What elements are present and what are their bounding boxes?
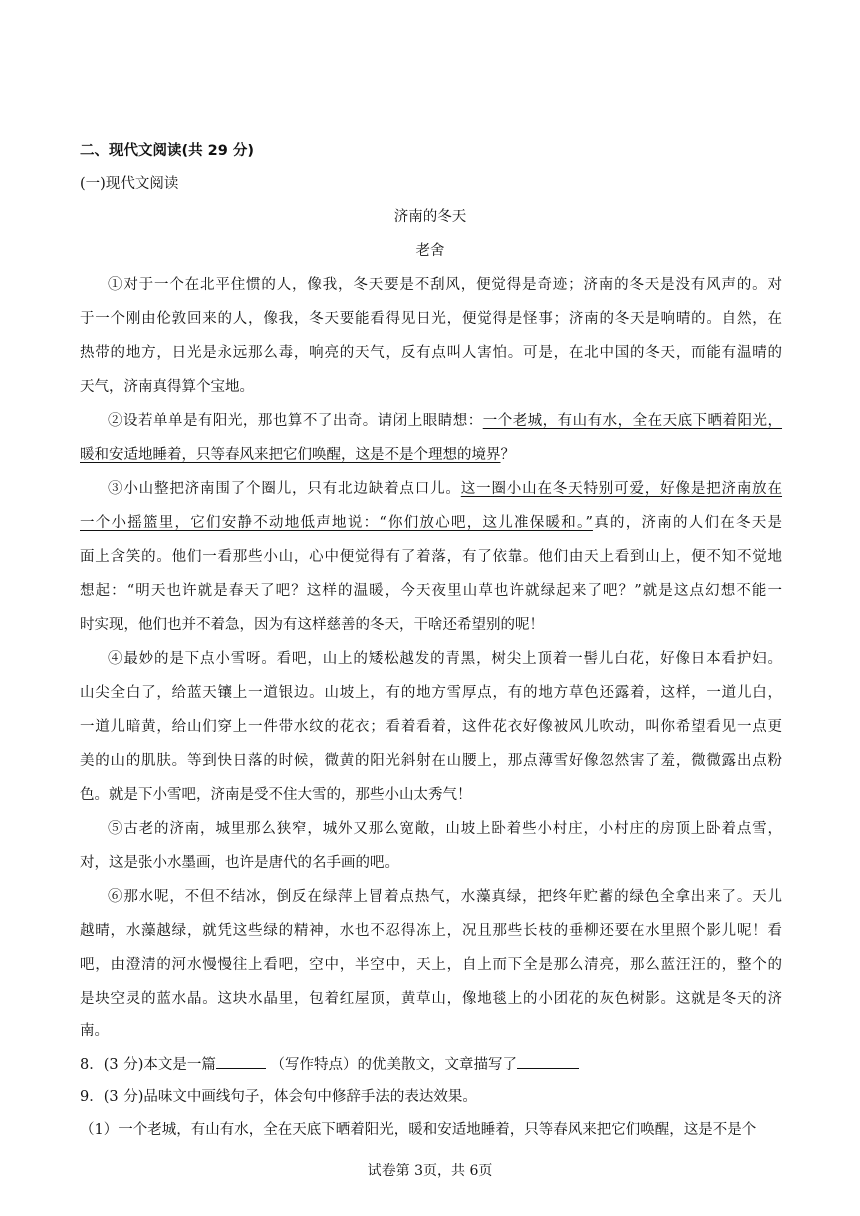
- paragraph-3-continue: 真的，济南的人们在冬天是: [592, 515, 782, 531]
- paragraph-4-line-5: 色。就是下小雪吧，济南是受不住大雪的，那些小山太秀气！: [80, 787, 472, 803]
- underlined-sentence-1a: 一个老城，有山有水，全在天底下晒着阳光，: [482, 413, 783, 429]
- paragraph-2-line-1: [108, 411, 782, 431]
- paragraph-5-line-1: ⑤古老的济南，城里那么狭窄，城外又那么宽敞，山坡上卧着些小村庄，小村庄的房顶上卧着点雪，: [108, 821, 782, 837]
- paragraph-2-text: ②设若单单是有阳光，那也算不了出奇。请闭上眼睛想：: [108, 413, 483, 429]
- paragraph-6-line-4: 是块空灵的蓝水晶。这块水晶里，包着红屋顶，黄草山，像地毯上的小团花的灰色树影。这就是冬天的济: [80, 991, 782, 1007]
- paragraph-6-line-2: 越晴，水藻越绿，就凭这些绿的精神，水也不忍得冻上，况且那些长枝的垂柳还要在水里照个影儿呢！看: [80, 923, 782, 939]
- article-author: 老舍: [415, 243, 445, 259]
- paragraph-4-line-2: 山尖全白了，给蓝天镶上一道银边。山坡上，有的地方雪厚点，有的地方草色还露着，这样，一道儿白，: [80, 685, 782, 701]
- paragraph-1-line-4: 天气，济南真得算个宝地。: [80, 379, 254, 395]
- paragraph-3-line-1: [108, 479, 782, 499]
- paragraph-1-line-1: ①对于一个在北平住惯的人，像我，冬天要是不刮风，便觉得是奇迹；济南的冬天是没有风声的。对: [108, 277, 782, 293]
- paragraph-4-line-3: 一道儿暗黄，给山们穿上一件带水纹的花衣；看着看着，这件花衣好像被风儿吹动，叫你希望看见一点更: [80, 719, 782, 735]
- paragraph-1-line-3: 热带的地方，日光是永远那么毒，响亮的天气，反有点叫人害怕。可是，在北中国的冬天，而能有温晴的: [80, 345, 782, 361]
- paragraph-2-line-2: [80, 445, 515, 465]
- subsection-heading: (一)现代文阅读: [80, 176, 179, 192]
- paragraph-3-text: ③小山整把济南围了个圈儿，只有北边缺着点口儿。: [108, 481, 461, 497]
- article-title: 济南的冬天: [393, 209, 467, 225]
- question-9: 9．(3 分)品味文中画线句子，体会句中修辞手法的表达效果。: [80, 1089, 477, 1105]
- question-8: [80, 1054, 579, 1075]
- paragraph-3-line-5: 时实现，他们也并不着急，因为有这样慈善的冬天，干啥还希望别的呢！: [80, 617, 544, 633]
- paragraph-3-line-3: 面上含笑的。他们一看那些小山，心中便觉得有了着落，有了依靠。他们由天上看到山上，便不知不觉地: [80, 549, 782, 565]
- paragraph-4-line-4: 美的山的肌肤。等到快日落的时候，微黄的阳光斜射在山腰上，那点薄雪好像忽然害了羞，微微露出点粉: [80, 753, 782, 769]
- paragraph-1-line-2: 于一个刚由伦敦回来的人，像我，冬天要能看得见日光，便觉得是怪事；济南的冬天是响晴的。自然，在: [80, 311, 782, 327]
- question-8-text-a: 8．(3 分)本文是一篇: [80, 1057, 216, 1073]
- paragraph-4-line-1: ④最妙的是下点小雪呀。看吧，山上的矮松越发的青黑，树尖上顶着一髻儿白花，好像日本看护妇。: [108, 651, 782, 667]
- paragraph-3-line-2: [80, 513, 782, 533]
- underlined-sentence-2a: 这一圈小山在冬天特别可爱，好像是把济南放在: [460, 481, 783, 497]
- section-heading: 二、现代文阅读(共 29 分): [80, 143, 255, 159]
- answer-blank-2[interactable]: [517, 1054, 579, 1069]
- question-9-1: （1）一个老城，有山有水，全在天底下晒着阳光，暖和安适地睡着，只等春风来把它们唤醒，这是不是个: [80, 1122, 757, 1138]
- paragraph-6-line-5: 南。: [80, 1023, 109, 1039]
- underlined-sentence-1b: 暖和安适地睡着，只等春风来把它们唤醒，这是不是个理想的境界: [80, 447, 501, 463]
- page-footer: 试卷第 3页，共 6页: [367, 1163, 493, 1179]
- paragraph-2-end: ？: [500, 447, 515, 463]
- paragraph-3-line-4: 想起：“明天也许就是春天了吧？这样的温暖，今天夜里山草也许就绿起来了吧？”就是这点幻想不能一: [80, 583, 782, 599]
- question-8-text-b: （写作特点）的优美散文，文章描写了: [270, 1057, 517, 1073]
- paragraph-5-line-2: 对，这是张小水墨画，也许是唐代的名手画的吧。: [80, 855, 399, 871]
- underlined-sentence-2b: 一个小摇篮里，它们安静不动地低声地说：“你们放心吧，这儿准保暖和。”: [80, 515, 593, 531]
- answer-blank-1[interactable]: [216, 1054, 266, 1069]
- paragraph-6-line-3: 吧，由澄清的河水慢慢往上看吧，空中，半空中，天上，自上而下全是那么清亮，那么蓝汪汪的，整个的: [80, 957, 782, 973]
- paragraph-6-line-1: ⑥那水呢，不但不结冰，倒反在绿萍上冒着点热气，水藻真绿，把终年贮蓄的绿色全拿出来了。天儿: [108, 889, 782, 905]
